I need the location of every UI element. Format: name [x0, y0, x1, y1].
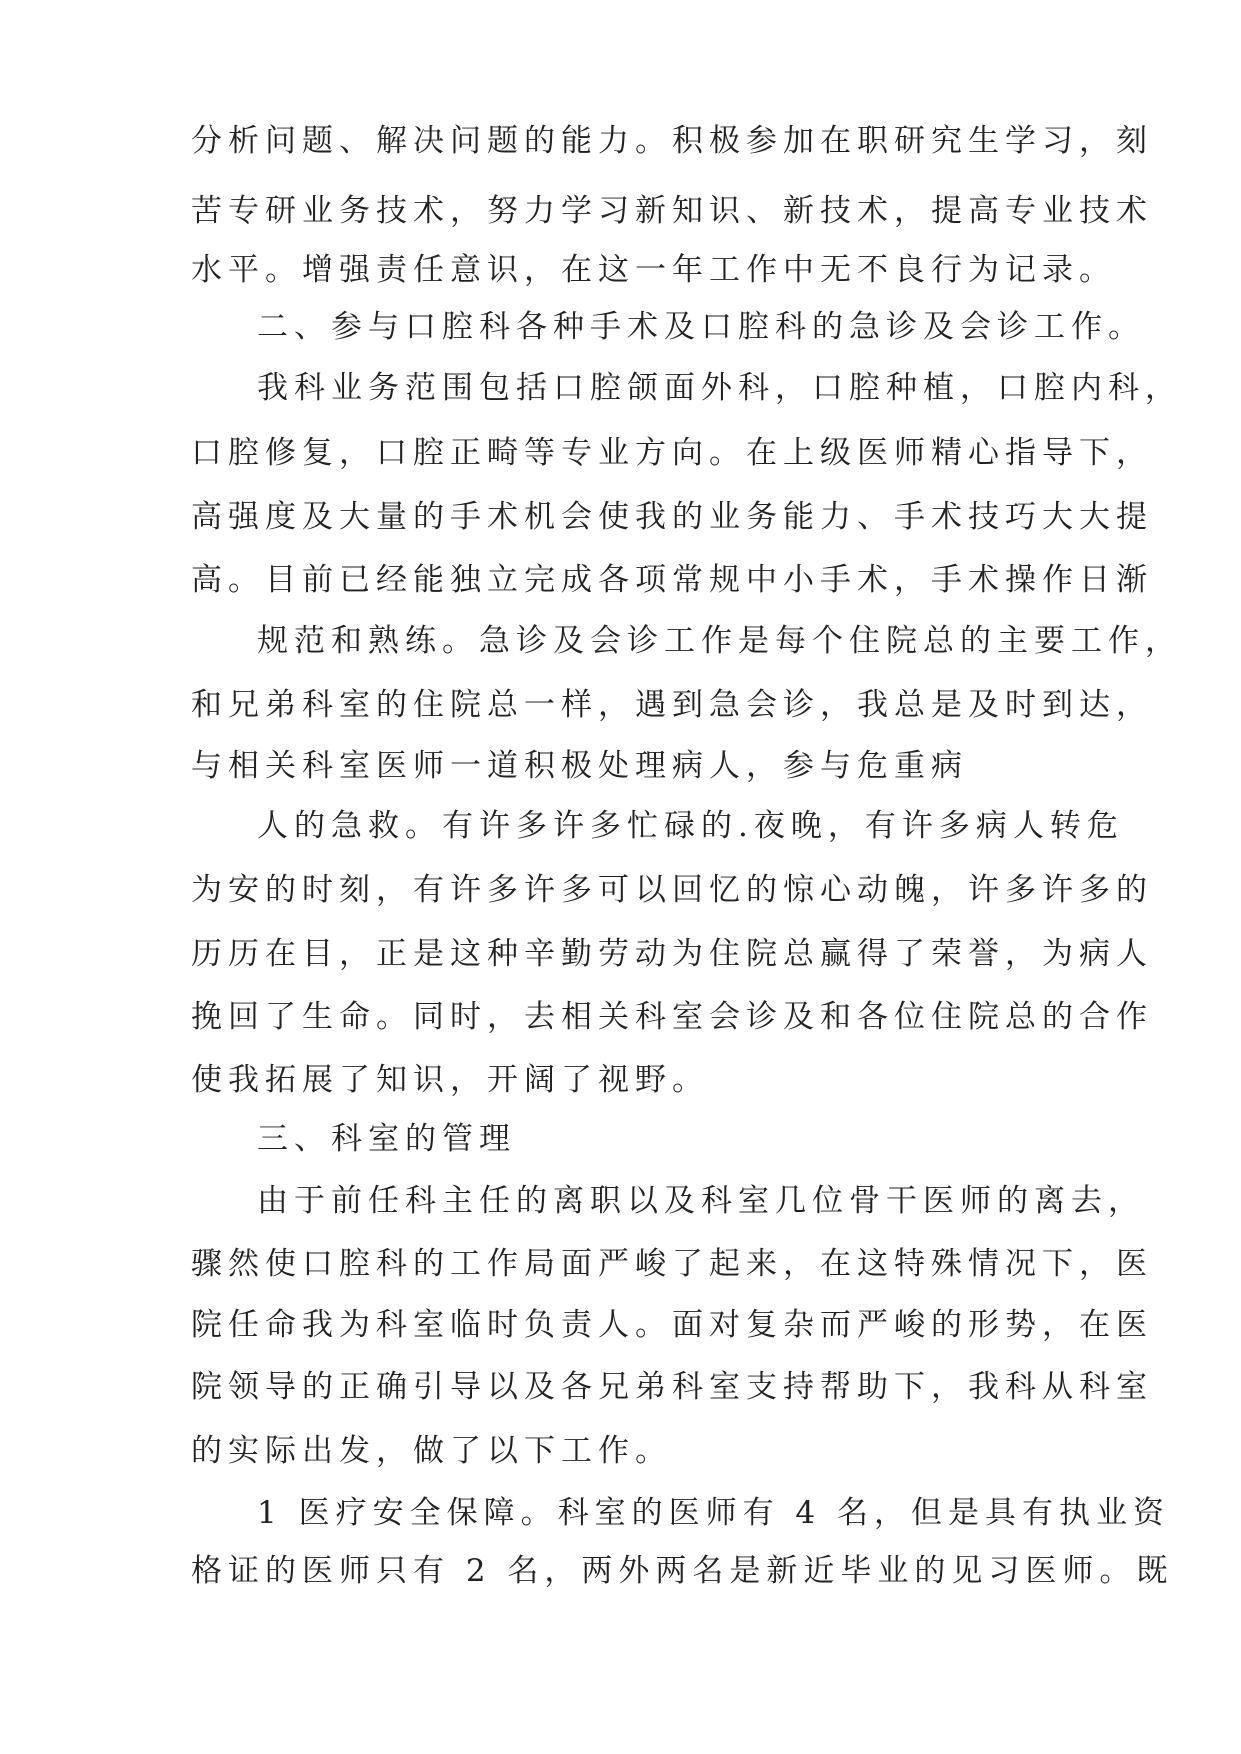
- text-line: 口腔修复，口腔正畸等专业方向。在上级医师精心指导下，: [191, 435, 1153, 471]
- text-line: 历历在目，正是这种辛勤劳动为住院总赢得了荣誉，为病人: [191, 936, 1153, 972]
- text-line: 人的急救。有许多许多忙碌的.夜晚，有许多病人转危: [257, 808, 1124, 844]
- text-line: 我科业务范围包括口腔颌面外科，口腔种植，口腔内科，: [257, 370, 1182, 406]
- text-line: 挽回了生命。同时，去相关科室会诊及和各位住院总的合作: [191, 999, 1153, 1035]
- text-line: 的实际出发，做了以下工作。: [191, 1433, 672, 1469]
- text-line: 规范和熟练。急诊及会诊工作是每个住院总的主要工作，: [257, 623, 1182, 659]
- text-line: 为安的时刻，有许多许多可以回忆的惊心动魄，许多许多的: [191, 872, 1153, 908]
- text-line: 骤然使口腔科的工作局面严峻了起来，在这特殊情况下，医: [191, 1246, 1153, 1282]
- text-line: 由于前任科主任的离职以及科室几位骨干医师的离去，: [257, 1183, 1145, 1219]
- text-line: 和兄弟科室的住院总一样，遇到急会诊，我总是及时到达，: [191, 687, 1153, 723]
- text-line: 分析问题、解决问题的能力。积极参加在职研究生学习，刻: [191, 123, 1153, 159]
- text-line: 与相关科室医师一道积极处理病人，参与危重病: [191, 748, 968, 784]
- text-line: 使我拓展了知识，开阔了视野。: [191, 1062, 709, 1098]
- text-line: 水平。增强责任意识，在这一年工作中无不良行为记录。: [191, 252, 1116, 288]
- section-heading: 三、科室的管理: [257, 1121, 516, 1157]
- text-line: 院任命我为科室临时负责人。面对复杂而严峻的形势，在医: [191, 1307, 1153, 1343]
- text-line: 二、参与口腔科各种手术及口腔科的急诊及会诊工作。: [257, 309, 1145, 345]
- text-line: 高。目前已经能独立完成各项常规中小手术，手术操作日渐: [191, 562, 1153, 598]
- text-line: 苦专研业务技术，努力学习新知识、新技术，提高专业技术: [191, 193, 1153, 229]
- text-line: 1 医疗安全保障。科室的医师有 4 名，但是具有执业资: [257, 1495, 1171, 1531]
- text-line: 格证的医师只有 2 名，两外两名是新近毕业的见习医师。既: [191, 1553, 1174, 1589]
- text-line: 院领导的正确引导以及各兄弟科室支持帮助下，我科从科室: [191, 1369, 1153, 1405]
- text-line: 高强度及大量的手术机会使我的业务能力、手术技巧大大提: [191, 499, 1153, 535]
